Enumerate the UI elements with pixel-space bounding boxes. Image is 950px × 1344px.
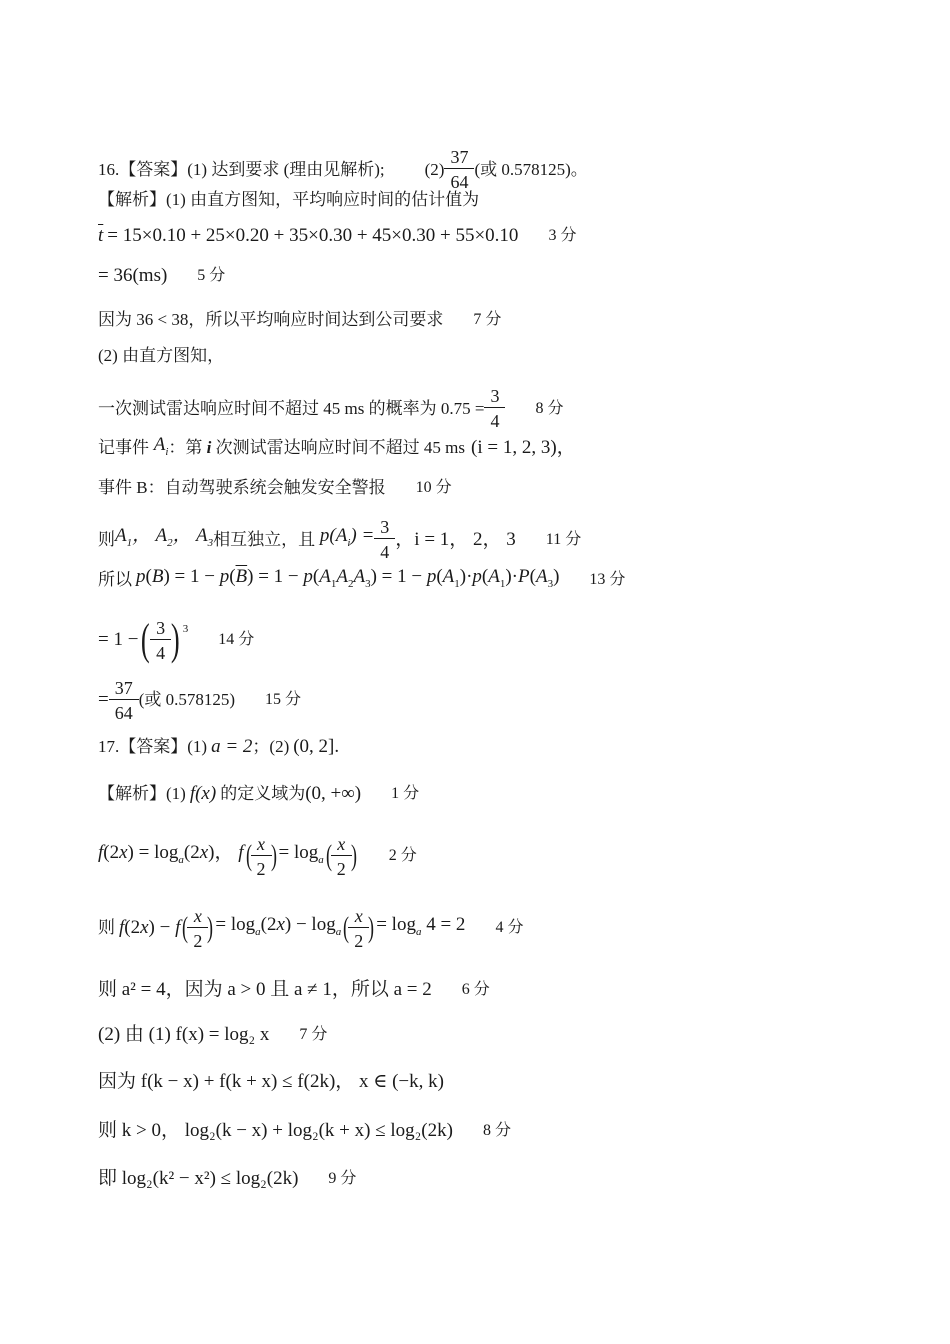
score-7: 7 分 [473,311,502,328]
ze-text: 则 [98,918,115,937]
event-text: 记事件 [98,438,149,458]
fraction-denominator: 64 [114,702,133,723]
one-minus: = 1 − [98,629,139,650]
q17-answer-1: a = 2 [211,736,253,757]
log-expression: = $\log_a$ [278,841,324,866]
q17-header: 17.【答案】(1) [98,737,208,756]
f-x: f(x) [189,783,217,804]
final-ineq-line [98,1168,356,1190]
score-2: 2 分 [388,847,417,864]
score-1: 1 分 [391,785,420,802]
suoyi-text: 所以 [98,570,132,590]
fraction-denominator: 64 [450,172,469,192]
score-13: 13 分 [589,571,626,589]
difference-line [98,904,523,952]
mean-result-line [98,265,225,287]
alt-value: (或 0.578125) [138,690,236,709]
three-quarters-fraction: $\frac{3}{4}$ [487,385,502,432]
part2-text: (2) 由直方图知， [98,346,225,365]
fraction-numerator: 37 [114,677,133,698]
final-ineq-text: 即 log₂(k² − x²) ≤ log₂(2k) [98,1168,299,1189]
complement-line [98,566,625,595]
paren: ( [245,839,252,872]
fraction-numerator: 37 [450,147,469,167]
event-text-2: ：第 [168,438,203,458]
score-8b: 8 分 [482,1122,511,1139]
domain-interval: (0, +∞) [305,783,362,804]
paren: ) [368,911,375,944]
q17-separator: ；(2) [252,737,290,756]
part2-intro [98,345,224,367]
x-half: $\frac{x}{2}$ [190,905,205,952]
event-a-line [98,434,576,463]
q16-answer-line [98,146,588,193]
paren: ( [182,911,189,944]
power-line [98,615,255,664]
domain-text: 的定义域为 [220,784,306,803]
mean-estimate-line [98,225,576,247]
conclusion-line [98,309,501,331]
diff-expr-2: = $\log_a(2x) - \log_a$ [215,913,342,938]
q16-analysis-intro [98,189,479,211]
event-b-text: 事件 B：自动驾驶系统会触发安全警报 [98,478,386,497]
mean-expression: = 15×0.10 + 25×0.20 + 35×0.30 + 45×0.30 + 55×0.10 [107,225,519,246]
mean-result: = 36(ms) [98,265,168,286]
x-half: $\frac{x}{2}$ [334,833,349,880]
final-result-line [98,678,301,722]
inequality-line [98,1071,444,1093]
part2-f-text: (2) 由 (1) f(x) = log₂ x [98,1024,270,1045]
paren: ( [343,911,350,944]
score-7b: 7 分 [299,1026,328,1043]
exponent: 3 [182,623,189,635]
index-values: ，i = 1， 2， 3 [395,528,516,550]
solve-a-line [98,979,490,1001]
analysis-text: 【解析】(1) 由直方图知，平均响应时间的估计值为 [98,190,480,209]
three-quarters-fraction: $\frac{3}{4}$ [153,617,168,664]
paren: ) [207,911,214,944]
index-range: (i = 1, 2, 3)， [471,437,576,459]
domain-line [98,783,419,805]
log-sum-line [98,1120,511,1142]
score-10: 10 分 [415,479,452,496]
i-symbol: i [202,438,216,458]
f2x-line [98,832,417,880]
right-paren: ) [171,615,180,664]
q16-alt-value: (或 0.578125)。 [474,159,588,179]
solve-a-text: 则 a² = 4，因为 a > 0 且 a ≠ 1，所以 a = 2 [98,979,432,1000]
paren: ) [350,839,357,872]
score-9: 9 分 [328,1170,357,1187]
event-text-3: 次测试雷达响应时间不超过 45 ms [215,438,465,458]
left-paren: ( [141,615,151,664]
part2-f-line [98,1024,327,1046]
score-15: 15 分 [265,691,302,708]
probability-line [98,385,563,432]
inequality-text: 因为 f(k − x) + f(k + x) ≤ f(2k)， x ∈ (−k, k) [98,1071,444,1092]
paren: ) [270,839,277,872]
score-8: 8 分 [535,399,564,417]
score-6: 6 分 [461,981,490,998]
p-ai: $p(A_i)$ = [315,525,375,549]
score-14: 14 分 [218,631,255,648]
diff-expr-1: f(2x) − f [119,917,181,938]
log-sum-text: 则 k > 0， log₂(k − x) + log₂(k + x) ≤ log₂(2k) [98,1120,453,1141]
q16-part2-label: (2) [424,159,445,179]
q17-answer-2: (0, 2]. [293,736,340,757]
conclusion-text: 因为 36 < 38，所以平均响应时间达到公司要求 [98,310,444,329]
q16-fraction [447,146,471,193]
a-events: $A_1$， $A_2$， $A_3$ [115,525,214,549]
q16-header: 16.【答案】(1) 达到要求 (理由见解析); [98,159,385,179]
independence-text: 相互独立，且 [213,529,316,549]
q17-answer-line [98,736,339,758]
ze-text: 则 [98,529,115,549]
paren: ( [325,839,332,872]
event-b-line [98,477,452,499]
independence-line [98,516,581,563]
event-a-symbol: $A_i$ [149,434,169,458]
analysis-label: 【解析】(1) [98,784,186,803]
t-bar-symbol: $\overline{t}$ [98,225,104,246]
equals: = [98,689,109,710]
result-fraction [112,677,136,724]
complement-expression: $p(B) = 1 - p(\overline{B}) = 1 - p(A_1A_2A_3) = 1 - p(A_1)\cdot p(A_1)\cdot P(A_3)$ [136,566,560,590]
score-3: 3 分 [548,227,577,244]
diff-expr-3: = $\log_a 4 = 2$ [376,913,466,938]
x-half: $\frac{x}{2}$ [254,833,269,880]
probability-text: 一次测试雷达响应时间不超过 45 ms 的概率为 0.75 = [98,398,485,418]
score-11: 11 分 [545,530,582,548]
score-5: 5 分 [197,267,226,284]
f2x-expression: $f(2x) = \log_a(2x)$， f [98,841,244,866]
x-half: $\frac{x}{2}$ [351,905,366,952]
score-4: 4 分 [495,919,524,936]
three-quarters-fraction: $\frac{3}{4}$ [377,516,392,563]
